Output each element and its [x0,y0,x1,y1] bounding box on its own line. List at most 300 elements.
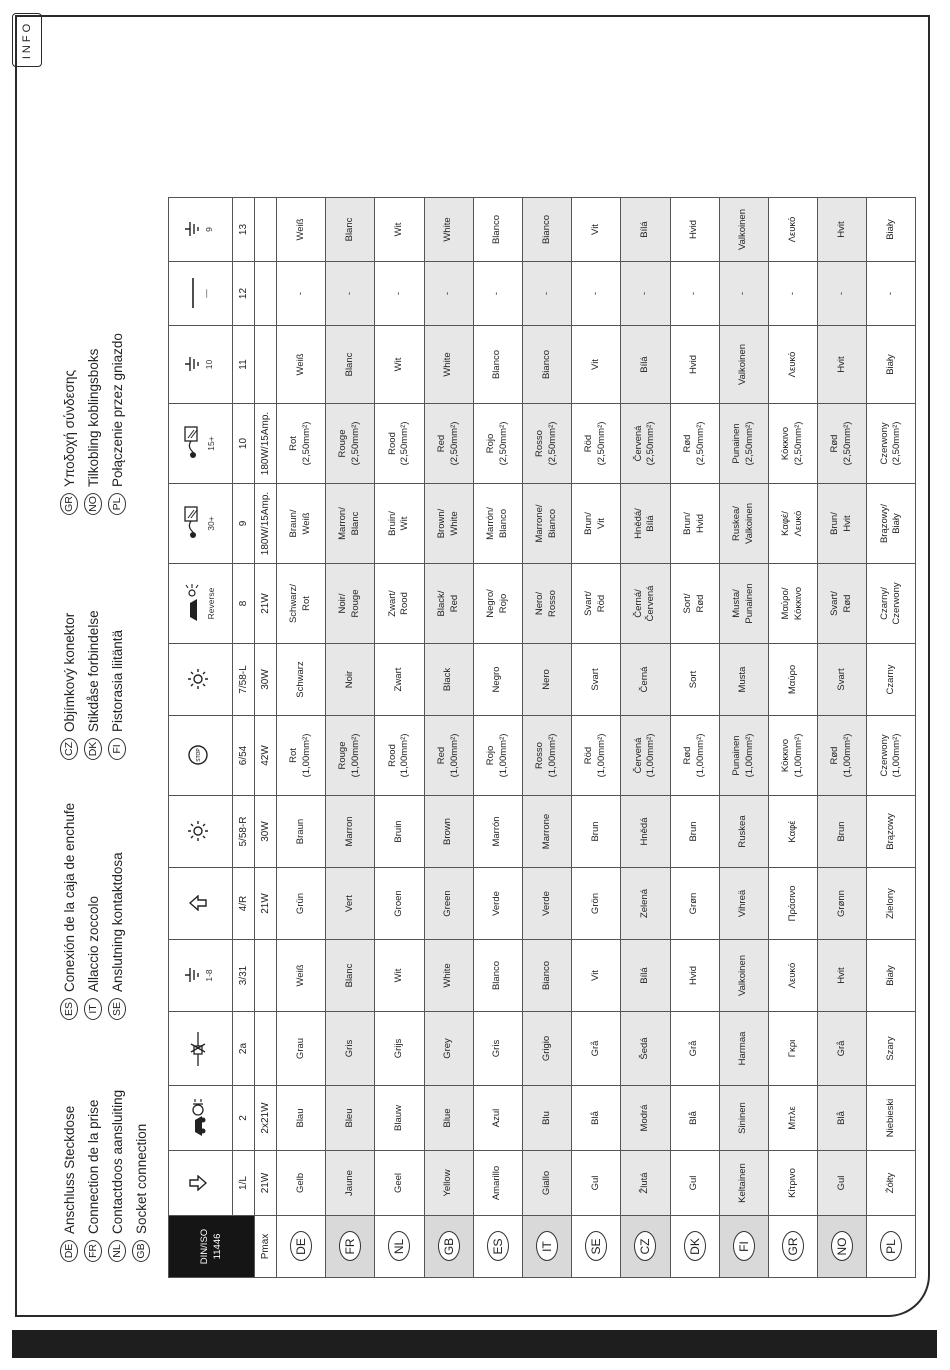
wire-detail: (2,50mm²) [792,421,804,466]
color-cell [867,326,916,404]
wire-detail: Rosso [547,590,559,617]
wire-color: Bruin/ [386,511,398,536]
color-cell [473,404,522,484]
wire-color: - [737,291,749,296]
table-row [572,198,621,1278]
header-cell [169,484,233,564]
sun-light-icon [187,798,214,865]
wire-color: Gris [343,1039,355,1058]
color-cell [621,326,670,404]
wire-color: Brun/ [829,512,841,535]
color-cell [670,198,719,262]
wire-detail: Rood [399,592,411,615]
pin-number: 2 [233,1086,255,1151]
color-cell [818,940,867,1012]
wire-color: Niebieski [884,1098,896,1138]
wire-detail: Blanc [350,511,362,536]
wire-color: Vit [589,970,601,981]
color-cell [719,564,768,644]
wire-color: Rot [288,436,300,451]
wire-color: Biały [884,965,896,986]
wire-detail: Wit [399,516,411,531]
language-badge-cz: CZ [60,738,78,760]
row-language [326,1216,375,1278]
wire-color: Gris [491,1039,503,1058]
wire-color: Rouge [337,741,349,770]
wire-detail: Valkoinen [743,502,755,545]
language-badge-nl: NL [108,1240,126,1262]
wire-color: Rojo [485,745,497,766]
color-cell [572,1151,621,1216]
wire-color: Ruskea/ [730,506,742,541]
wire-color: Nero/ [534,591,546,616]
wire-color: Brun [688,821,700,842]
color-cell [818,644,867,716]
wire-color: Weiß [294,964,306,987]
color-cell [867,198,916,262]
wire-color: Blau [294,1108,306,1128]
color-cell [818,564,867,644]
wire-color: Blanco [491,349,503,380]
wire-detail: (1,00mm²) [399,733,411,778]
color-cell [818,404,867,484]
color-cell [768,484,817,564]
wire-color: Blanc [343,217,355,242]
sun-light-icon [187,646,214,713]
wire-color: Svart/ [583,591,595,616]
color-cell [473,262,522,326]
color-cell [867,1086,916,1151]
row-language [670,1216,719,1278]
legend-item-gr [60,370,78,515]
color-cell [326,404,375,484]
wire-color: Vit [589,359,601,370]
wire-color: Black [442,667,454,692]
header-icon-text: 15+ [206,436,217,451]
wire-color: Sininen [737,1102,749,1134]
wire-color: Geel [393,1172,405,1194]
wire-color: Černá/ [632,589,644,618]
wire-color: Bílá [639,221,650,238]
color-cell [670,1086,719,1151]
wire-detail: (2,50mm²) [547,421,559,466]
color-cell [572,644,621,716]
color-cell [670,326,719,404]
language-badge-gb: GB [438,1232,460,1262]
language-badge-cz: CZ [634,1232,656,1262]
color-cell [670,796,719,868]
wire-color: - [442,291,454,296]
wire-detail: Vit [596,518,608,529]
legend-label: Tilkobling koblingsboks [85,348,101,487]
language-badge-dk: DK [684,1232,706,1262]
row-language [473,1216,522,1278]
color-cell [522,644,571,716]
header-cell [169,198,233,262]
wire-detail: (2,50mm²) [694,421,706,466]
color-cell [818,1086,867,1151]
wire-color: Brown [442,818,454,845]
color-cell [424,796,473,868]
wire-color: Blue [442,1108,454,1128]
wire-color: Πράσινο [786,885,798,922]
pmax-value: 21W [255,1151,277,1216]
wire-detail: (2,50mm²) [842,421,854,466]
color-cell [326,1151,375,1216]
wire-color: Biały [884,219,896,240]
table-row [818,198,867,1278]
color-cell [277,644,326,716]
color-cell [326,564,375,644]
wire-color: Weiß [294,353,306,376]
header-icon-text: 9 [204,227,215,232]
wire-detail: (2,50mm²) [399,421,411,466]
wire-detail: Rojo [497,593,509,614]
stop-light-icon [187,718,214,793]
color-cell [867,796,916,868]
wire-color: Blå [835,1111,847,1125]
wire-detail: (2,50mm²) [891,421,903,466]
wire-color: Nero [540,669,552,690]
color-cell [670,1151,719,1216]
pmax-row [255,198,277,1278]
info-tab-label: INFO [21,20,33,60]
header-cell [169,564,233,644]
table-row [424,198,473,1278]
wire-color: Brun [835,821,847,842]
color-cell [424,564,473,644]
wire-color: Harmaa [737,1031,749,1066]
wire-color: Musta/ [730,589,742,618]
color-cell [522,868,571,940]
wire-color: Μπλε [786,1106,798,1130]
wire-detail: (1,00mm²) [842,733,854,778]
wire-color: Negro/ [485,589,497,618]
wire-color: Svart [835,668,847,691]
header-icon-text: — [201,289,212,298]
wire-color: Blauw [393,1105,405,1131]
color-cell [818,484,867,564]
color-cell [818,716,867,796]
color-cell [424,1151,473,1216]
wire-detail: Biały [891,513,903,534]
wire-detail: Röd [596,594,608,613]
wire-color: Rød [829,434,841,453]
wire-color: Grønn [835,890,847,917]
color-cell [326,716,375,796]
wire-color: Punainen [730,423,742,464]
wire-detail: Blanco [497,508,509,539]
wire-color: Schwarz [294,661,306,698]
pin-number: 1/L [233,1151,255,1216]
header-cell [169,716,233,796]
color-cell [719,484,768,564]
wire-detail: Bianco [547,508,559,539]
wire-color: Blanco [491,960,503,991]
pin-number: 10 [233,404,255,484]
pin-number: 4/R [233,868,255,940]
wire-color: Λευκό [786,351,798,378]
row-language [277,1216,326,1278]
pmax-label: Pmax [255,1216,277,1278]
language-badge-it: IT [84,998,102,1020]
battery-15-icon [183,406,206,481]
wire-color: Καφέ/ [780,511,792,536]
wire-color: Blu [540,1111,552,1125]
pmax-value: 2x21W [255,1086,277,1151]
wire-color: Yellow [442,1169,454,1197]
color-cell [867,1151,916,1216]
wire-color: Amarillo [491,1165,503,1201]
color-cell [326,262,375,326]
language-badge-dk: DK [84,738,102,760]
wire-color: Hvid [688,966,700,986]
wire-detail: (1,00mm²) [547,733,559,778]
color-cell [375,484,424,564]
table-row [867,198,916,1278]
wire-color: Κόκκινο [780,738,792,773]
color-cell [522,404,571,484]
color-cell [768,1086,817,1151]
color-cell [424,1086,473,1151]
wire-color: Grün [294,892,306,915]
wire-color: Punainen [730,735,742,776]
wire-color: Vihreä [737,889,749,918]
table-row [375,198,424,1278]
wire-color: Zielony [884,888,896,919]
wire-color: Hvid [688,220,700,240]
wire-color: Šedá [639,1037,650,1060]
wire-color: Rojo [485,433,497,454]
wire-color: Verde [491,891,503,916]
wire-color: Hnědá [639,817,650,846]
color-cell [572,564,621,644]
color-cell [522,796,571,868]
dash-icon [188,264,201,323]
wire-color: Hvid [688,355,700,375]
wire-color: Wit [393,968,405,983]
wire-color: Rød [829,746,841,765]
wire-color: Zelená [639,888,650,919]
color-cell [424,644,473,716]
color-cell [522,198,571,262]
wire-color: Žlutá [639,1172,650,1194]
row-language [621,1216,670,1278]
color-cell [867,262,916,326]
color-cell [670,868,719,940]
wire-color: Valkoinen [737,954,749,997]
wire-detail: (2,50mm²) [301,421,313,466]
pmax-value: 180W/15Amp. [255,484,277,564]
legend-label: Połączenie przez gniazdo [109,333,125,487]
ground-9-icon [185,200,204,259]
wire-color: Marron [343,816,355,847]
wire-color: Vert [343,895,355,912]
wire-color: Červená [632,737,644,774]
wire-color: Κίτρινο [786,1168,798,1198]
wire-color: Keltainen [737,1163,749,1203]
wire-color: Hvit [835,967,847,984]
color-cell [522,564,571,644]
wire-color: Grau [294,1037,306,1060]
color-cell [522,326,571,404]
color-cell [621,1086,670,1151]
wire-color: - [835,291,847,296]
color-cell [719,198,768,262]
row-language [375,1216,424,1278]
header-icon-text: 10 [204,359,215,370]
pmax-value: 21W [255,868,277,940]
legend-item-fi [108,630,126,760]
color-cell [719,1012,768,1086]
color-cell [621,716,670,796]
wire-color: Marrone/ [534,504,546,543]
row-language [719,1216,768,1278]
language-badge-es: ES [487,1232,509,1262]
language-badge-de: DE [60,1240,78,1262]
language-badge-fi: FI [108,738,126,760]
legend-item-es [60,803,78,1020]
wire-color: - [491,291,503,296]
row-language [768,1216,817,1278]
footer-bar [12,1330,937,1358]
ground-1-8-icon [185,942,204,1009]
color-cell [621,404,670,484]
pmax-value [255,326,277,404]
wire-color: Szary [884,1036,896,1061]
wire-color: Blanco [491,214,503,245]
color-cell [522,484,571,564]
language-badge-no: NO [84,493,102,515]
wire-detail: (1,00mm²) [792,733,804,778]
wire-color: Biały [884,354,896,375]
wire-color: Marrón/ [485,507,497,540]
color-cell [818,868,867,940]
wire-color: Zwart/ [386,590,398,617]
wire-color: Blanc [343,352,355,377]
table-row [719,198,768,1278]
table-row [768,198,817,1278]
wire-color: Jaune [343,1170,355,1196]
color-cell [719,404,768,484]
wire-detail: (2,50mm²) [645,421,657,466]
wire-color: Grey [442,1038,454,1059]
language-badge-no: NO [831,1232,853,1262]
wire-detail: (2,50mm²) [743,421,755,466]
color-cell [768,940,817,1012]
color-cell [867,644,916,716]
color-cell [867,484,916,564]
color-cell [768,1151,817,1216]
wire-color: Brown/ [435,508,447,539]
color-cell [522,1012,571,1086]
row-language [522,1216,571,1278]
wire-color: Brązowy/ [878,503,890,544]
wire-color: Red [435,434,447,453]
color-cell [768,796,817,868]
wire-detail: (2,50mm²) [596,421,608,466]
wire-color: Červená [632,425,644,462]
wire-color: Bílá [639,356,650,373]
wire-color: Czerwony [878,422,890,465]
wire-color: Czarny/ [878,587,890,620]
wire-color: Svart [589,668,601,691]
wire-color: White [442,217,454,242]
legend-label: Anslutning kontaktdosa [109,852,125,992]
wire-detail: (1,00mm²) [891,733,903,778]
color-cell [768,868,817,940]
wire-color: Grå [835,1040,847,1057]
pin-row [233,198,255,1278]
pmax-value: 180W/15Amp. [255,404,277,484]
header-cell [169,940,233,1012]
trailer-disconnect-icon [189,1014,212,1083]
wire-detail: (1,00mm²) [497,733,509,778]
legend-item-pl [108,333,126,515]
wire-color: Brun/ [681,512,693,535]
color-cell [522,1086,571,1151]
wire-color: Κόκκινο [780,426,792,461]
color-cell [277,564,326,644]
color-cell [473,484,522,564]
color-cell [375,404,424,484]
color-cell [621,940,670,1012]
color-cell [473,940,522,1012]
legend-item-gb [132,1124,150,1262]
wire-color: Sort [688,670,700,689]
wire-color: - [540,291,552,296]
header-icon-text: 30+ [206,516,217,531]
color-cell [621,262,670,326]
socket-connection-table [168,197,916,1278]
color-cell [277,484,326,564]
color-cell [670,484,719,564]
wire-detail: Hvid [694,514,706,534]
wire-color: Blå [589,1111,601,1125]
wire-color: Wit [393,222,405,237]
wire-color: Wit [393,357,405,372]
color-cell [768,716,817,796]
color-cell [670,1012,719,1086]
color-cell [768,1012,817,1086]
arrow-down-icon [189,1153,212,1213]
wire-color: - [786,291,798,296]
language-badge-pl: PL [108,493,126,515]
wire-detail: (2,50mm²) [497,421,509,466]
pmax-value: 30W [255,644,277,716]
legend-label: Stikdåse forbindelse [85,610,101,732]
color-cell [867,716,916,796]
color-cell [473,644,522,716]
color-cell [572,404,621,484]
legend-item-fr [84,1100,102,1262]
wire-color: Braun [294,818,306,845]
row-language [572,1216,621,1278]
color-cell [768,564,817,644]
header-icon-text: Reverse [206,587,217,620]
color-cell [572,940,621,1012]
color-cell [277,404,326,484]
wire-color: Bianco [540,214,552,245]
legend-label: Pistorasia liitäntä [109,629,125,732]
color-cell [424,716,473,796]
wire-color: Green [442,890,454,917]
color-cell [424,198,473,262]
wire-color: Bleu [343,1108,355,1128]
color-cell [424,326,473,404]
wire-color: Grøn [688,892,700,915]
color-cell [768,262,817,326]
